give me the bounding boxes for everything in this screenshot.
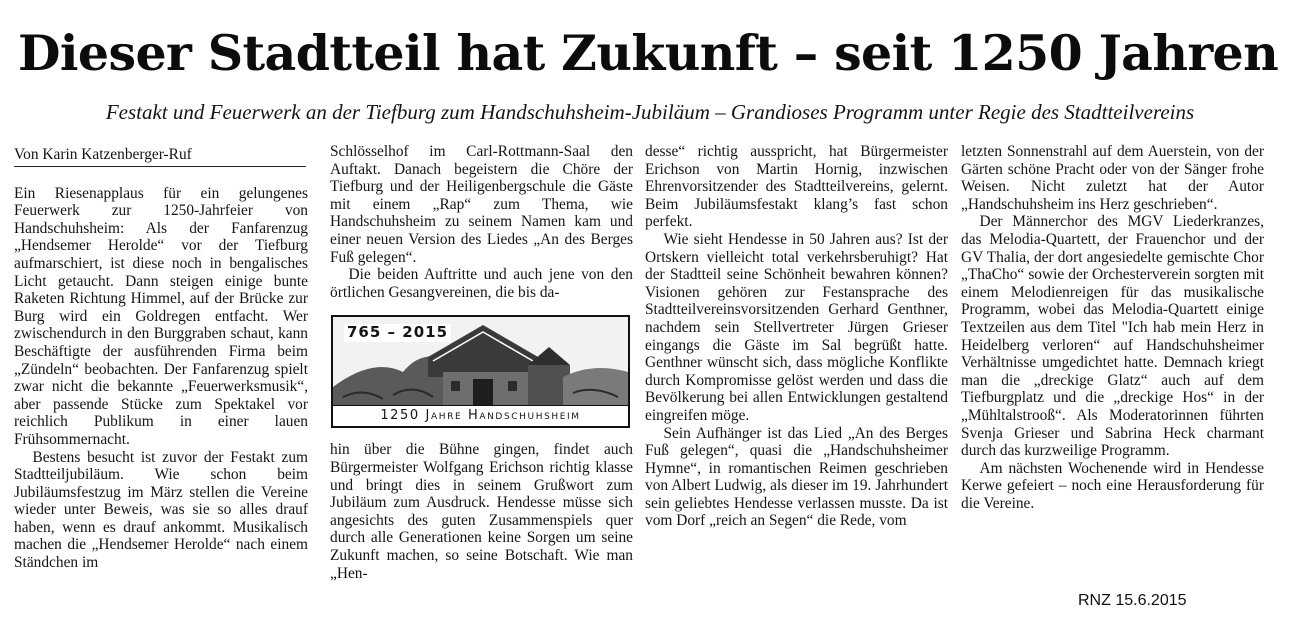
column-1 [14,143,308,593]
column-2 [330,143,633,593]
source-label: RNZ 15.6.2015 [1078,592,1187,609]
paragraph: Bestens besucht ist zuvor der Festakt zum Stadtteiljubiläum. Wie schon beim Jubiläumsfestzug im März stellen die Vereine wieder unter Beweis, was sie so alles drauf haben, wenn es drauf ankommt. Musikalisch machen die „Hendsemer Herolde“ nach einem Ständchen im [14,448,308,572]
paragraph: Der Männerchor des MGV Liederkranzes, das Melodia-Quartett, der Frauenchor und der GV Thalia, der dort angesiedelte gemischte Chor „ThaCho“ sowie der Orchesterverein sorgten mit einem Melodienreigen für das musikalische Programm, wobei das Melodia-Quartett einige Textzeilen aus dem Titel "Ich hab mein Herz in Heidelberg verloren“ auf Handschuhsheimer Verhältnisse umgedichtet hatte. Demnach kriegt man die „dreckige Glatz“ auch auf dem Tiefburgplatz und die „dreckige Hos“ in der „Mühltalstrooß“. Als Moderatorinnen führten Svenja Grieser und Sabrina Heck charmant durch das kurzweilige Programm. [961,213,1264,460]
photo-caption: 1250 Jahre Handschuhsheim [333,405,628,426]
paragraph: desse“ richtig ausspricht, hat Bürgermeister Erichson von Martin Hornig, inzwischen Ehrenvorsitzender des Stadtteilvereins, gelernt. Beim Jubiläumsfestakt klang’s fast schon perfekt. [645,143,948,231]
paragraph: hin über die Bühne gingen, findet auch Bürgermeister Wolfgang Erichson richtig klasse und bringt dies in seinem Grußwort zum Jubiläum zum Ausdruck. Hendesse müsse sich angesichts des guten Zusammenspiels quer durch alle Generationen keine Sorgen um seine Zukunft machen, so seine Botschaft. Wie man „Hen- [330,441,633,582]
headline: Dieser Stadtteil hat Zukunft – seit 1250 Jahren [18,24,1279,82]
paragraph: Die beiden Auftritte und auch jene von den örtlichen Gesangvereinen, die bis da- [330,266,633,301]
paragraph: Am nächsten Wochenende wird in Hendesse Kerwe gefeiert – noch eine Herausforderung für die Vereine. [961,459,1264,512]
paragraph: Ein Riesenapplaus für ein gelungenes Feuerwerk zur 1250-Jahrfeier von Handschuhsheim: Als der Fanfarenzug „Hendsemer Herolde“ vor der Tiefburg aufmarschiert, ist diese noch in bengalisches Licht getaucht. Dann steigen einige bunte Raketen Richtung Himmel, auf der Brücke zur Burg wird ein Goldregen entfacht. Wer zwischendurch in den Burggraben schaut, kann Beschäftigte der ausführenden Firma beim „Zündeln“ beobachten. Der Fanfarenzug spielt zwar nicht die bekannte „Feuerwerksmusik“, aber passende Stücke zum Spektakel vor reichlich Publikum in einer lauen Frühsommernacht. [14,184,308,448]
column-3 [645,143,948,593]
paragraph: letzten Sonnenstrahl auf dem Auerstein, von der Gärten schöne Pracht oder von der Sänger frohe Weisen. Nicht zuletzt hat der Autor „Handschuhsheim ins Herz geschrieben“. [961,143,1264,213]
photo-years-label: 765 – 2015 [344,324,451,342]
paragraph: Schlösselhof im Carl-Rottmann-Saal den Auftakt. Danach begeistern die Chöre der Tiefburg und der Heiligenbergschule die Gäste mit einem „Rap“ zum Thema, wie Handschuhsheim zu seinem Namen kam und einer neuen Version des Liedes „An des Berges Fuß gelegen“. [330,143,633,266]
paragraph: Wie sieht Hendesse in 50 Jahren aus? Ist der Ortskern vielleicht total verkehrsberuhigt? Hat der Stadtteil seine Schönheit bewahren können? Visionen gehören zur Festansprache des Stadtteilvereinsvorsitzenden Gerhard Genthner, nachdem sein Stellvertreter Jürgen Grieser eingangs die Gäste im Sal begrüßt hatte. Genthner wünscht sich, dass mögliche Konflikte durch Kompromisse gelöst werden und dass die Bevölkerung bei allen Entwicklungen gestaltend eingreifen möge. [645,230,948,424]
byline: Von Karin Katzenberger-Ruf [14,146,306,167]
subheadline: Festakt und Feuerwerk an der Tiefburg zum Handschuhsheim-Jubiläum – Grandioses Programm unter Regie des Stadtteilvereins [105,100,1195,124]
column-4 [961,143,1264,593]
paragraph: Sein Aufhänger ist das Lied „An des Berges Fuß gelegen“, quasi die „Handschuhsheimer Hymne“, in romantischen Reimen geschrieben von Albert Ludwig, als dieser im 19. Jahrhundert sein geliebtes Hendesse verlassen musste. Da ist vom Dorf „reich an Segen“ die Rede, vom [645,424,948,530]
castle-photo [331,315,630,428]
